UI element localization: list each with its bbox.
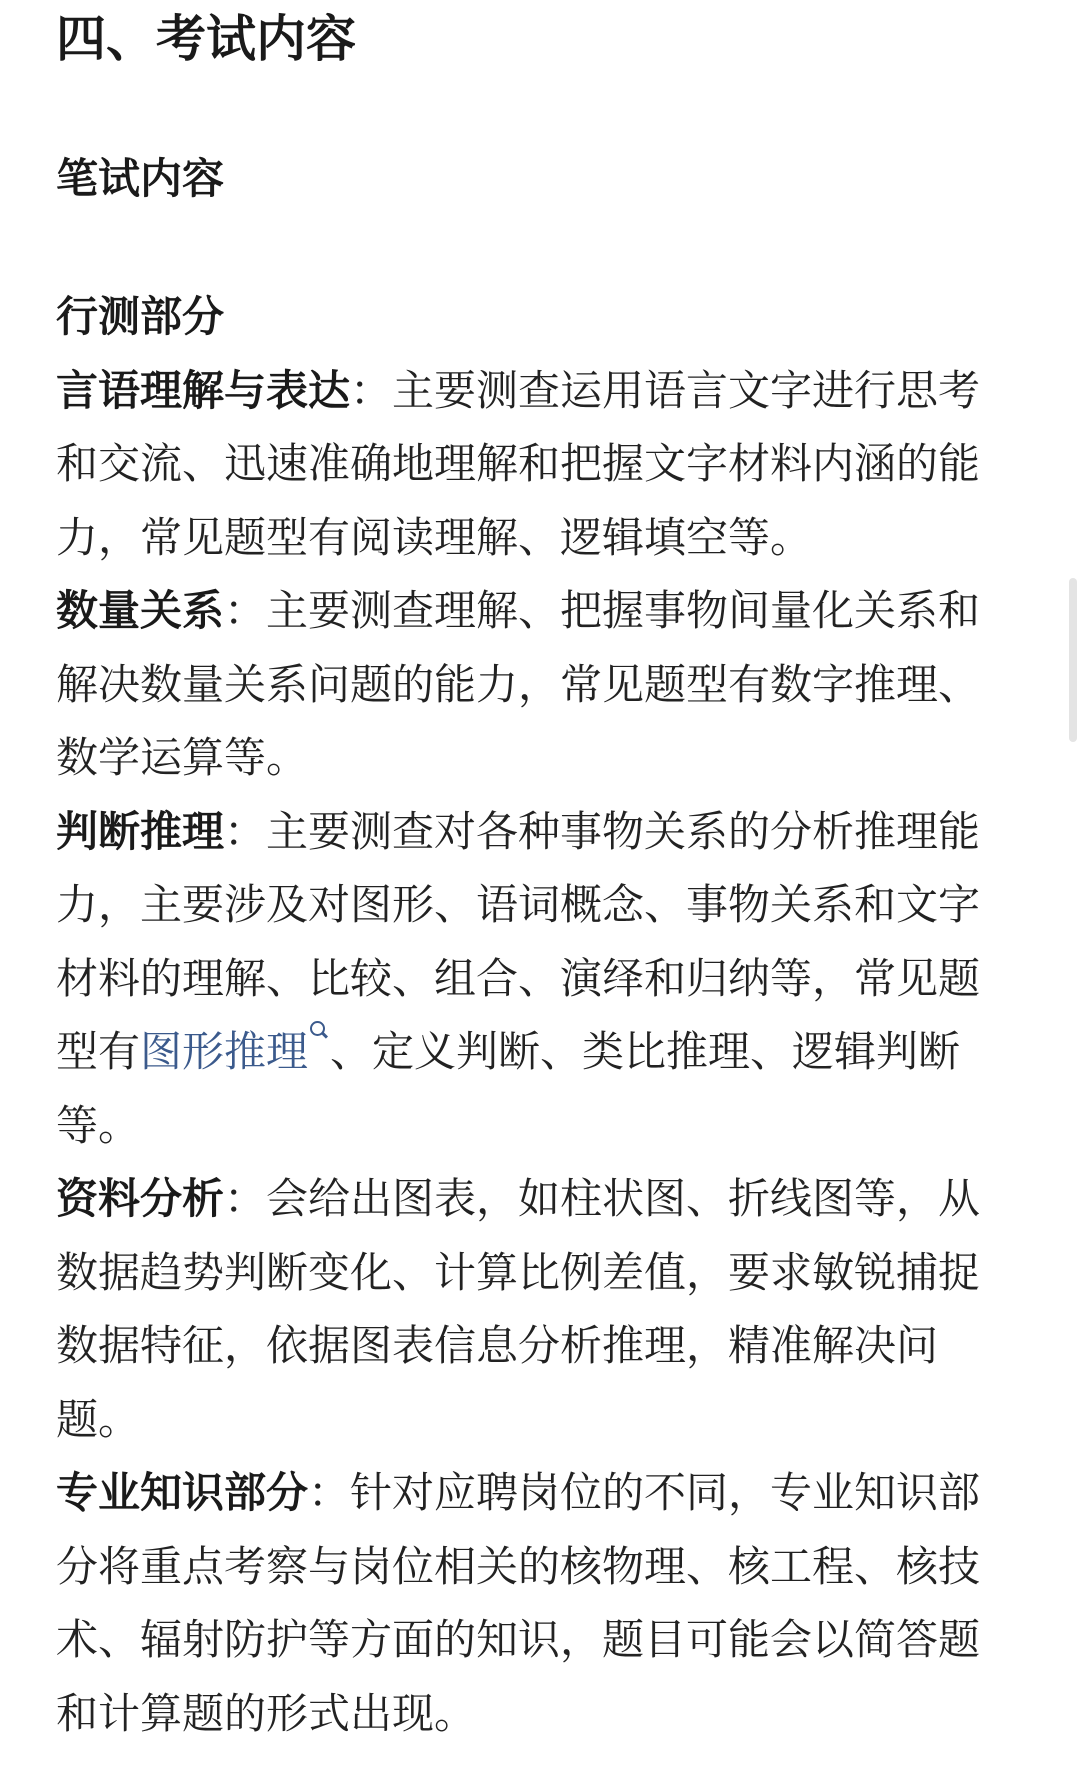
paragraph-reasoning — [56, 795, 1016, 1163]
search-icon[interactable] — [308, 1017, 330, 1047]
exam-content-body — [56, 280, 1016, 1750]
desc-reasoning-after: 、定义判断、类比推理、逻辑判断等。 — [56, 1027, 961, 1150]
paragraph-professional — [56, 1456, 1016, 1750]
desc-professional: ：针对应聘岗位的不同，专业知识部分将重点考察与岗位相关的核物理、核工程、核技术、辐射防护等方面的知识，题目可能会以简答题和计算题的形式出现。 — [56, 1468, 981, 1738]
paragraph-data-analysis — [56, 1162, 1016, 1456]
paragraph-quantitative — [56, 574, 1016, 795]
scrollbar-thumb[interactable] — [1069, 578, 1077, 742]
desc-data-analysis: ：会给出图表，如柱状图、折线图等，从数据趋势判断变化、计算比例差值，要求敏锐捕捉数据特征，依据图表信息分析推理，精准解决问题。 — [56, 1174, 981, 1444]
term-reasoning: 判断推理 — [56, 806, 225, 856]
term-verbal: 言语理解与表达 — [56, 365, 351, 415]
desc-quantitative: ：主要测查理解、把握事物间量化关系和解决数量关系问题的能力，常见题型有数字推理、数学运算等。 — [56, 586, 981, 782]
term-professional: 专业知识部分 — [56, 1468, 309, 1517]
desc-verbal: ：主要测查运用语言文字进行思考和交流、迅速准确地理解和把握文字材料内涵的能力，常见题型有阅读理解、逻辑填空等。 — [56, 365, 981, 562]
subsection-title: 笔试内容 — [56, 154, 225, 203]
xingce-heading: 行测部分 — [56, 292, 225, 341]
paragraph-verbal — [56, 354, 1016, 575]
link-graphic-reasoning-label: 图形推理 — [140, 1027, 309, 1076]
desc-reasoning-before: ：主要测查对各种事物关系的分析推理能力，主要涉及对图形、语词概念、事物关系和文字材料的理解、比较、组合、演绎和归纳等，常见题型有 — [56, 806, 981, 1076]
term-data-analysis: 资料分析 — [56, 1174, 225, 1223]
term-quantitative: 数量关系 — [56, 586, 225, 635]
section-title: 四、考试内容 — [56, 10, 356, 68]
link-graphic-reasoning[interactable] — [140, 1027, 330, 1076]
